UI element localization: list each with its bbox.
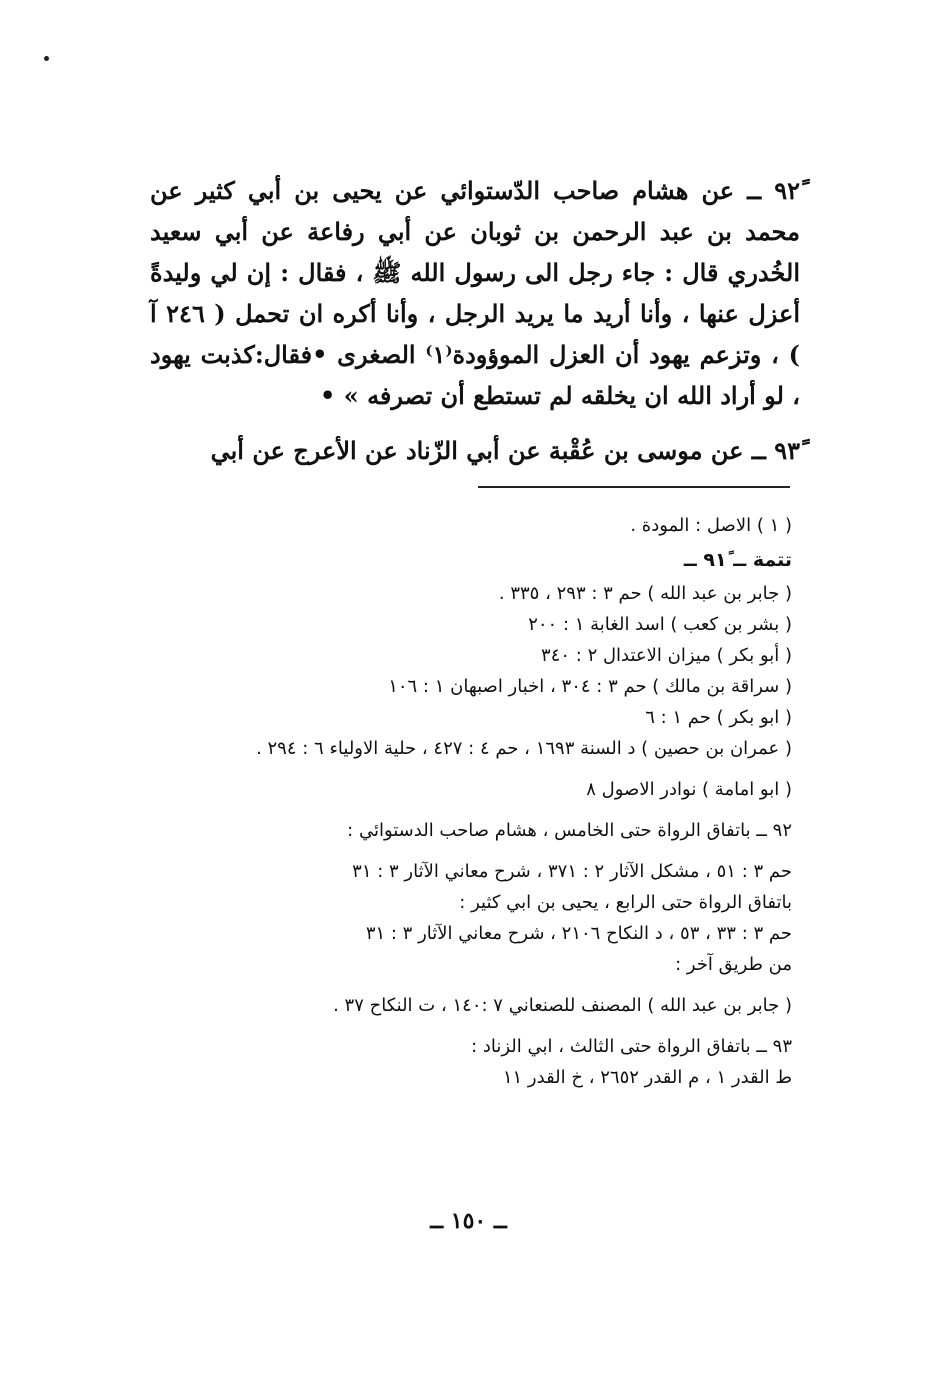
- takhrij-line: ( جابر بن عبد الله ) حم ٣ : ٢٩٣ ، ٣٣٥ .: [498, 583, 792, 604]
- footnote-separator: [478, 486, 790, 488]
- takhrij-line: ( بشر بن كعب ) اسد الغابة ١ : ٢٠٠: [528, 614, 792, 635]
- note-92-line: حم ٣ : ٣٣ ، ٥٣ ، د النكاح ٢١٠٦ ، شرح معاني الآثار ٣ : ٣١: [365, 923, 792, 944]
- hadith-92: ٩٢ً ــ عن هشام صاحب الدّستوائي عن يحيى بن أبي كثير عن محمد بن عبد الرحمن بن ثوبان عن أبي رفاعة عن أبي سعيد الخُدري قال : جاء رجل الى رسول الله ﷺ ، فقال : إن لي وليدةً أعزل عنها ، وأنا أريد ما يريد الرجل ، وأنا أكره ان تحمل ( ٢٤٦ آ ) ، وتزعم يهود أن العزل الموؤودة⁽١⁾ الصغرى •فقال:كذبت يهود ، لو أراد الله ان يخلقه لم تستطع أن تصرفه » •: [150, 176, 800, 410]
- note-92-line: ٩٢ ــ باتفاق الرواة حتى الخامس ، هشام صاحب الدستوائي :: [347, 820, 792, 841]
- note-92-line: باتفاق الرواة حتى الرابع ، يحيى بن ابي كثير :: [459, 892, 792, 913]
- page-number: ــ ١٥٠ ــ: [430, 1208, 507, 1234]
- main-text: [150, 170, 800, 471]
- note-92-line: ( جابر بن عبد الله ) المصنف للصنعاني ٧ :١٤٠ ، ت النكاح ٣٧ .: [333, 995, 792, 1016]
- note-92-line: من طريق آخر :: [675, 954, 792, 975]
- takhrij-line: ( ابو امامة ) نوادر الاصول ٨: [586, 779, 792, 800]
- footnotes: [150, 510, 792, 1093]
- takhrij-line: ( سراقة بن مالك ) حم ٣ : ٣٠٤ ، اخبار اصبهان ١ : ١٠٦: [388, 676, 792, 697]
- takhrij-line: ( ابو بكر ) حم ١ : ٦: [645, 707, 792, 728]
- takhrij-heading: تتمة ــ ٩١ً ــ: [683, 549, 792, 571]
- takhrij-line: ( أبو بكر ) ميزان الاعتدال ٢ : ٣٤٠: [541, 645, 792, 666]
- takhrij-line: ( عمران بن حصين ) د السنة ١٦٩٣ ، حم ٤ : ٤٢٧ ، حلية الاولياء ٦ : ٢٩٤ .: [256, 738, 792, 759]
- ink-speck: [44, 56, 49, 61]
- note-93-line: ط القدر ١ ، م القدر ٢٦٥٢ ، خ القدر ١١: [502, 1067, 792, 1088]
- footnote-1: ( ١ ) الاصل : المودة .: [630, 515, 792, 536]
- note-92-line: حم ٣ : ٥١ ، مشكل الآثار ٢ : ٣٧١ ، شرح معاني الآثار ٣ : ٣١: [352, 861, 792, 882]
- hadith-93: ٩٣ً ــ عن موسى بن عُقْبة عن أبي الزّناد عن الأعرج عن أبي: [210, 436, 800, 465]
- note-93-line: ٩٣ ــ باتفاق الرواة حتى الثالث ، ابي الزناد :: [471, 1036, 792, 1057]
